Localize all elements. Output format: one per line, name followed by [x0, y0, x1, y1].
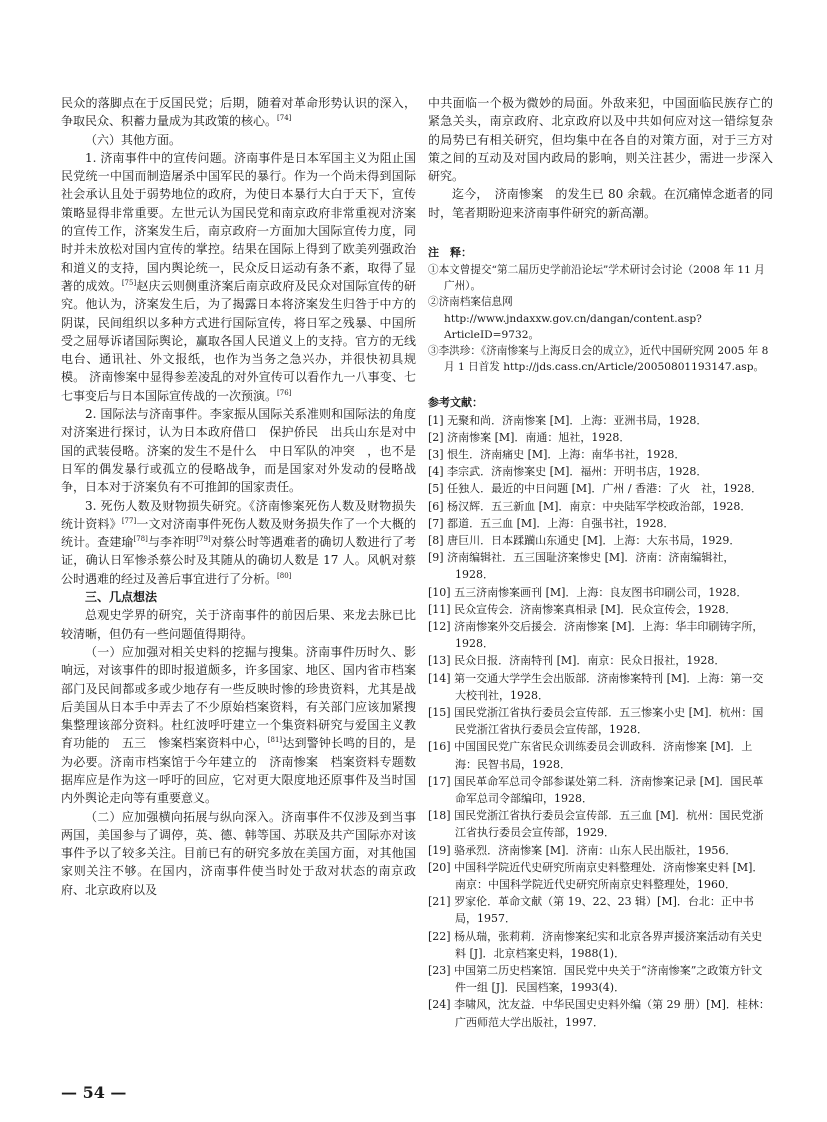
reference-item: [20] 中国科学院近代史研究所南京史料整理处．济南惨案史料 [M]．南京：中国科学院近代史研究所南京史料整理处，1960． — [428, 860, 764, 891]
note-item: ③李洪珍：《济南惨案与上海反日会的成立》，近代中国研究网 2005 年 8 月 1 日首发 http://jds.cass.cn/Article/20050801193147.asp。 — [428, 345, 769, 374]
citation-ref: [80] — [277, 571, 292, 580]
section-heading — [61, 588, 416, 606]
paragraph-text: 中共面临一个极为微妙的局面。外敌来犯，中国面临民族存亡的紧急关头，南京政府、北京政府以及中共如何应对这一错综复杂的局势已有相关研究，但均集中在各自的对策方面，对于三方对策之间的互动及对国内政局的影响，则关注甚少，需进一步深入研究。 — [428, 96, 773, 184]
citation-ref: [76] — [277, 388, 292, 397]
paragraph-text: 对蔡公时等遇难者的确切人数进行了考证，确认日军惨杀蔡公时及其随从的确切人数是 17 人。风帆对蔡公时遇难的经过及善后事宜进行了分析。 — [61, 535, 416, 586]
note-item: ②济南档案信息网 http://www.jndaxxw.gov.cn/dangan/content.asp?ArticleID=9732。 — [428, 296, 702, 341]
citation-ref: [77] — [121, 516, 137, 525]
reference-item: [9] 济南编辑社．五三国耻济案惨史 [M]．济南：济南编辑社，1928． — [428, 551, 735, 582]
reference-item: [2] 济南惨案 [M]．南通：旭社，1928． — [428, 430, 631, 444]
reference-item: [14] 第一交通大学学生会出版部．济南惨案特刊 [M]．上海：第一交大校刊社，1928． — [428, 671, 764, 702]
page-number: — 54 — — [61, 1083, 127, 1102]
reference-item: [5] 任独人．最近的中日问题 [M]．广州 / 香港：了火 社，1928． — [428, 482, 763, 496]
note-item: ①本文曾提交“第二届历史学前沿论坛”学术研讨会讨论（2008 年 11 月广州）。 — [428, 264, 765, 293]
reference-item: [13] 民众日报．济南特刊 [M]．南京：民众日报社，1928． — [428, 654, 726, 668]
reference-item: [23] 中国第二历史档案馆．国民党中央关于“济南惨案”之政策方针文件一组 [J]．民国档案，1993(4)． — [428, 964, 763, 995]
paragraph-text: 与李祚明 — [147, 535, 197, 550]
paragraph-text: 2. 国际法与济南事件。李家振从国际关系准则和国际法的角度对济案进行探讨，认为日本政府借口 保护侨民 出兵山东是对中国的武装侵略。济案的发生不是什么 中日军队的冲突 ，也不是日军的偶发暴行或孤立的侵略战争，而是国家对外发动的侵略战争，日本对于济案负有不可推卸的国家责任。 — [61, 407, 416, 495]
notes-title: 注 释： — [428, 246, 472, 260]
citation-ref: [74] — [277, 114, 292, 123]
reference-item: [6] 杨汉辉．五三新血 [M]．南京：中央陆军学校政治部，1928． — [428, 499, 752, 513]
reference-item: [3] 恨生．济南痛史 [M]．上海：南华书社，1928． — [428, 447, 686, 461]
paragraph-text: 1. 济南事件中的宣传问题。济南事件是日本军国主义为阻止国民党统一中国而制造屠杀中国军民的暴行。作为一个尚未得到国际社会承认且处于弱势地位的政府，为使日本暴行大白于天下，宣传策略显得非常重要。左世元认为国民党和南京政府非常重视对济案的宣传工作，济案发生后，南京政府一方面加大国际宣传力度，同时并未放松对国内宣传的掌控。结果在国际上得到了欧美列强政治和道义的支持，国内舆论统一，民众反日运动有条不紊，取得了显著的成效。 — [61, 150, 416, 293]
paragraph — [428, 94, 773, 185]
paragraph-text: （二）应加强横向拓展与纵向深入。济南事件不仅涉及到当事两国，美国参与了调停，英、德、韩等国、苏联及共产国际亦对该事件予以了较多关注。目前已有的研究多放在美国方面，对其他国家则关注不够。在国内，济南事件使当时处于敌对状态的南京政府、北京政府以及 — [61, 809, 416, 897]
reference-item: [11] 民众宣传会．济南惨案真相录 [M]．民众宣传会，1928． — [428, 602, 737, 616]
citation-ref: [78] — [133, 535, 148, 544]
citation-ref: [79] — [196, 535, 211, 544]
citation-ref: [81] — [267, 736, 283, 745]
reference-item: [10] 五三济南惨案画刊 [M]．上海：良友图书印刷公司，1928． — [428, 585, 748, 599]
reference-item: [19] 骆承烈．济南惨案 [M]．济南：山东人民出版社，1956． — [428, 843, 737, 857]
paragraph-text: 迄今， 济南惨案 的发生已 80 余载。在沉痛悼念逝者的同时，笔者期盼迎来济南事件研究的新高潮。 — [428, 187, 773, 220]
paragraph — [61, 643, 416, 808]
paragraph — [61, 606, 416, 643]
right-body — [428, 94, 773, 222]
reference-item: [17] 国民革命军总司令部参谋处第二科．济南惨案记录 [M]．国民革命军总司令部编印，1928． — [428, 774, 764, 805]
paragraph — [61, 149, 416, 405]
section-heading — [61, 131, 416, 149]
paragraph — [61, 808, 416, 899]
reference-item: [15] 国民党浙江省执行委员会宣传部．五三惨案小史 [M]．杭州：国民党浙江省执行委员会宣传部，1928． — [428, 705, 764, 737]
paragraph — [61, 94, 416, 131]
reference-item: [7] 都道．五三血 [M]．上海：自强书社，1928． — [428, 516, 675, 530]
paragraph-text: （一）应加强对相关史料的挖掘与搜集。济南事件历时久、影响远，对该事件的即时报道颇多，许多国家、地区、国内省市档案部门及民间都或多或少地存有一些反映时惨的珍贵资料，尤其是战后美国从日本手中弄去了不少原始档案资料，有关部门应该加紧搜集整理该部分资料。杜红波呼吁建立一个集资料研究与爱国主义教育功能的 五三 惨案档案资料中心， — [61, 644, 416, 751]
reference-item: [22] 杨从瑞，张莉莉．济南惨案纪实和北京各界声援济案活动有关史料 [J]．北京档案史料，1988(1)． — [428, 929, 763, 960]
paragraph-text: 赵庆云则侧重济案后南京政府及民众对国际宣传的研究。他认为，济案发生后，为了揭露日本将济案发生归咎于中方的阴谋，民间组织以多种方式进行国际宣传，将日军之残暴、中国所受之屈辱诉诸国际舆论，赢取各国人民道义上的支持。官方的无线电台、通讯社、外文报纸，也作为当务之急兴办，并很快初具规模。 济南惨案中显得参差凌乱的对外宣传可以看作九一八事变、七七事变后与日本国际宣传战的一次预演。 — [61, 278, 416, 403]
reference-item: [12] 济南惨案外交后援会．济南惨案 [M]．上海：华丰印刷铸字所，1928． — [428, 619, 764, 651]
paragraph — [61, 497, 416, 588]
left-column — [61, 94, 416, 899]
notes-list — [428, 262, 773, 375]
paragraph-text: 总观史学界的研究，关于济南事件的前因后果、来龙去脉已比较清晰，但仍有一些问题值得期待。 — [61, 608, 416, 641]
references-list — [428, 412, 773, 1031]
paragraph-text: 一文对济南事件死伤人数及财务损失作了一个大概的统计。查建瑜 — [61, 516, 416, 550]
paragraph-text: （六）其他方面。 — [85, 132, 182, 147]
paragraph — [61, 405, 416, 496]
citation-ref: [75] — [121, 278, 137, 287]
paragraph-text: 三、几点想法 — [85, 590, 158, 605]
reference-item: [18] 国民党浙江省执行委员会宣传部．五三血 [M]．杭州：国民党浙江省执行委员会宣传部，1929． — [428, 809, 764, 840]
paragraph — [428, 185, 773, 222]
right-column — [428, 94, 773, 1031]
paragraph-text: 达到警钟长鸣的目的，是为必要。济南市档案馆于今年建立的 济南惨案 档案资料专题数据库应是作为这一呼吁的回应，它对更大限度地还原事件及当时国内外舆论走向等有重要意义。 — [61, 736, 416, 806]
paragraph-text: 民众的落脚点在于反国民党；后期，随着对革命形势认识的深入，争取民众、积蓄力量成为其政策的核心。 — [61, 96, 416, 129]
reference-item: [21] 罗家伦．革命文献（第 19、22、23 辑）[M]．台北：正中书局，1957． — [428, 895, 754, 926]
reference-item: [8] 唐巨川．日本蹂躏山东通史 [M]．上海：大东书局，1929． — [428, 533, 741, 547]
paragraph-text: 3. 死伤人数及财物损失研究。《济南惨案死伤人数及财物损失统计资料》 — [61, 498, 416, 531]
reference-item: [16] 中国国民党广东省民众训练委员会训政科．济南惨案 [M]．上海：民智书局，1928． — [428, 740, 753, 771]
reference-item: [1] 无聚和尚．济南惨案 [M]．上海：亚洲书局，1928． — [428, 413, 708, 427]
reference-item: [24] 李啸风，沈友益．中华民国史史料外编（第 29 册）[M]．桂林：广西师范大学出版社，1997． — [428, 998, 770, 1029]
reference-item: [4] 李宗武．济南惨案史 [M]．福州：开明书店，1928． — [428, 465, 708, 479]
references-title: 参考文献： — [428, 395, 483, 409]
